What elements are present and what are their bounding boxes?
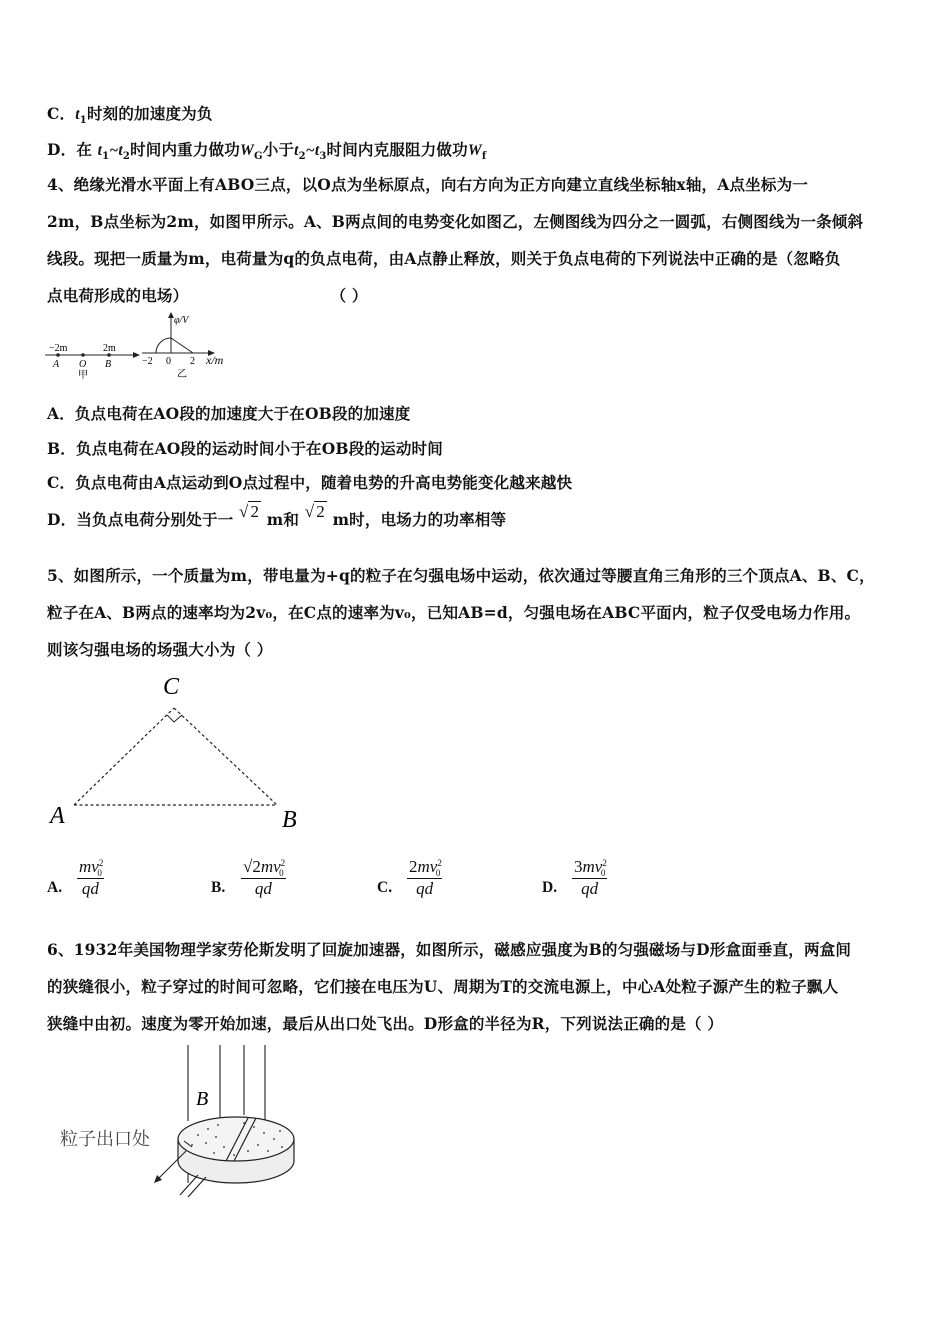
q5-option-fraction: $\frac{3mv^2_0}{qd}$: [574, 857, 607, 899]
jia-caption: 甲: [78, 370, 88, 381]
yi-yaxis: φ/V: [174, 315, 189, 326]
q4-option-b: B．负点电荷在AO段的运动时间小于在OB段的运动时间: [47, 439, 443, 458]
q4-stem-line-3: 线段。现把一质量为m，电荷量为q的负点电荷，由A点静止释放，则关于负点电荷的下列说法中正确的是（忽略负: [47, 249, 841, 268]
q5-option-fraction: $\frac{2mv^2_0}{qd}$: [409, 857, 442, 899]
q4-stem-line-1: 4、绝缘光滑水平面上有ABO三点，以O点为坐标原点，向右方向为正方向建立直线坐标轴x轴，A点坐标为一: [47, 175, 808, 194]
yi-caption: 乙: [177, 369, 187, 380]
q6-stem-line-2: 的狭缝很小，粒子穿过的时间可忽略，它们接在电压为U、周期为T的交流电源上，中心A处粒子源产生的粒子飘人: [47, 977, 839, 996]
jia-o: O: [79, 359, 87, 370]
q6-cyclotron-figure: [58, 1043, 318, 1203]
q5-triangle-figure: [46, 668, 306, 833]
q6-stem-line-1: 6、1932年美国物理学家劳伦斯发明了回旋加速器，如图所示，磁感应强度为B的匀强磁场与D形盒面垂直，两盒间: [47, 940, 852, 959]
q4-option-d: D．当负点电荷分别处于一 √ 2 m和 √ 2 m时，电场力的功率相等: [47, 502, 507, 529]
q4-stem-line-2: 2m，B点坐标为2m，如图甲所示。A、B两点间的电势变化如图乙，左侧图线为四分之一圆弧，右侧图线为一条倾斜: [47, 212, 864, 231]
jia-b-coord: 2m: [103, 343, 116, 354]
q3-option-c: C．$t_1$时刻的加速度为负: [47, 104, 213, 127]
triangle-a: A: [50, 803, 65, 829]
q5-option-label: B.: [211, 879, 226, 896]
q5-option-label: C.: [377, 879, 393, 896]
exit-label: 粒子出口处: [60, 1129, 150, 1150]
q5-option-label: D.: [542, 879, 558, 896]
field-label-b: B: [196, 1088, 209, 1110]
yi-tick-0: 0: [166, 356, 171, 367]
jia-a: A: [53, 359, 60, 370]
q6-stem-line-3: 狭缝中由初。速度为零开始加速，最后从出口处飞出。D形盒的半径为R，下列说法正确的是（ ）: [47, 1014, 724, 1033]
q3-option-d: D．在 $t_1\sim t_2$时间内重力做功$W_G$小于$t_2\sim t_3$时间内克服阻力做功$W_f$: [47, 140, 487, 163]
q4-figure-yi: [138, 310, 238, 382]
q5-option-fraction: $\frac{√2mv^2_0}{qd}$: [243, 857, 286, 899]
yi-xaxis: x/m: [206, 353, 224, 367]
q5-stem-line-2: 粒子在A、B两点的速率均为2v₀，在C点的速率为v₀，已知AB=d，匀强电场在ABC平面内，粒子仅受电场力作用。: [47, 603, 861, 622]
q5-option-fraction: $\frac{mv^2_0}{qd}$: [79, 857, 104, 899]
q4-figure-jia: [45, 338, 140, 383]
q5-option-label: A.: [47, 879, 63, 896]
q4-option-a: A．负点电荷在AO段的加速度大于在OB段的加速度: [47, 404, 411, 423]
q4-option-c: C．负点电荷由A点运动到O点过程中，随着电势的升高电势能变化越来越快: [47, 473, 573, 492]
yi-tick-neg2: −2: [142, 356, 153, 367]
q5-stem-line-1: 5、如图所示，一个质量为m，带电量为+q的粒子在匀强电场中运动，依次通过等腰直角三角形的三个顶点A、B、C，: [47, 566, 875, 585]
triangle-b: B: [282, 807, 297, 833]
q4-stem-line-4: 点电荷形成的电场） （ ）: [47, 286, 368, 305]
q5-stem-line-3: 则该匀强电场的场强大小为（ ）: [47, 640, 273, 659]
yi-tick-2: 2: [190, 356, 195, 367]
jia-b: B: [105, 359, 112, 370]
jia-a-coord: −2m: [49, 343, 68, 354]
triangle-c: C: [163, 674, 180, 700]
